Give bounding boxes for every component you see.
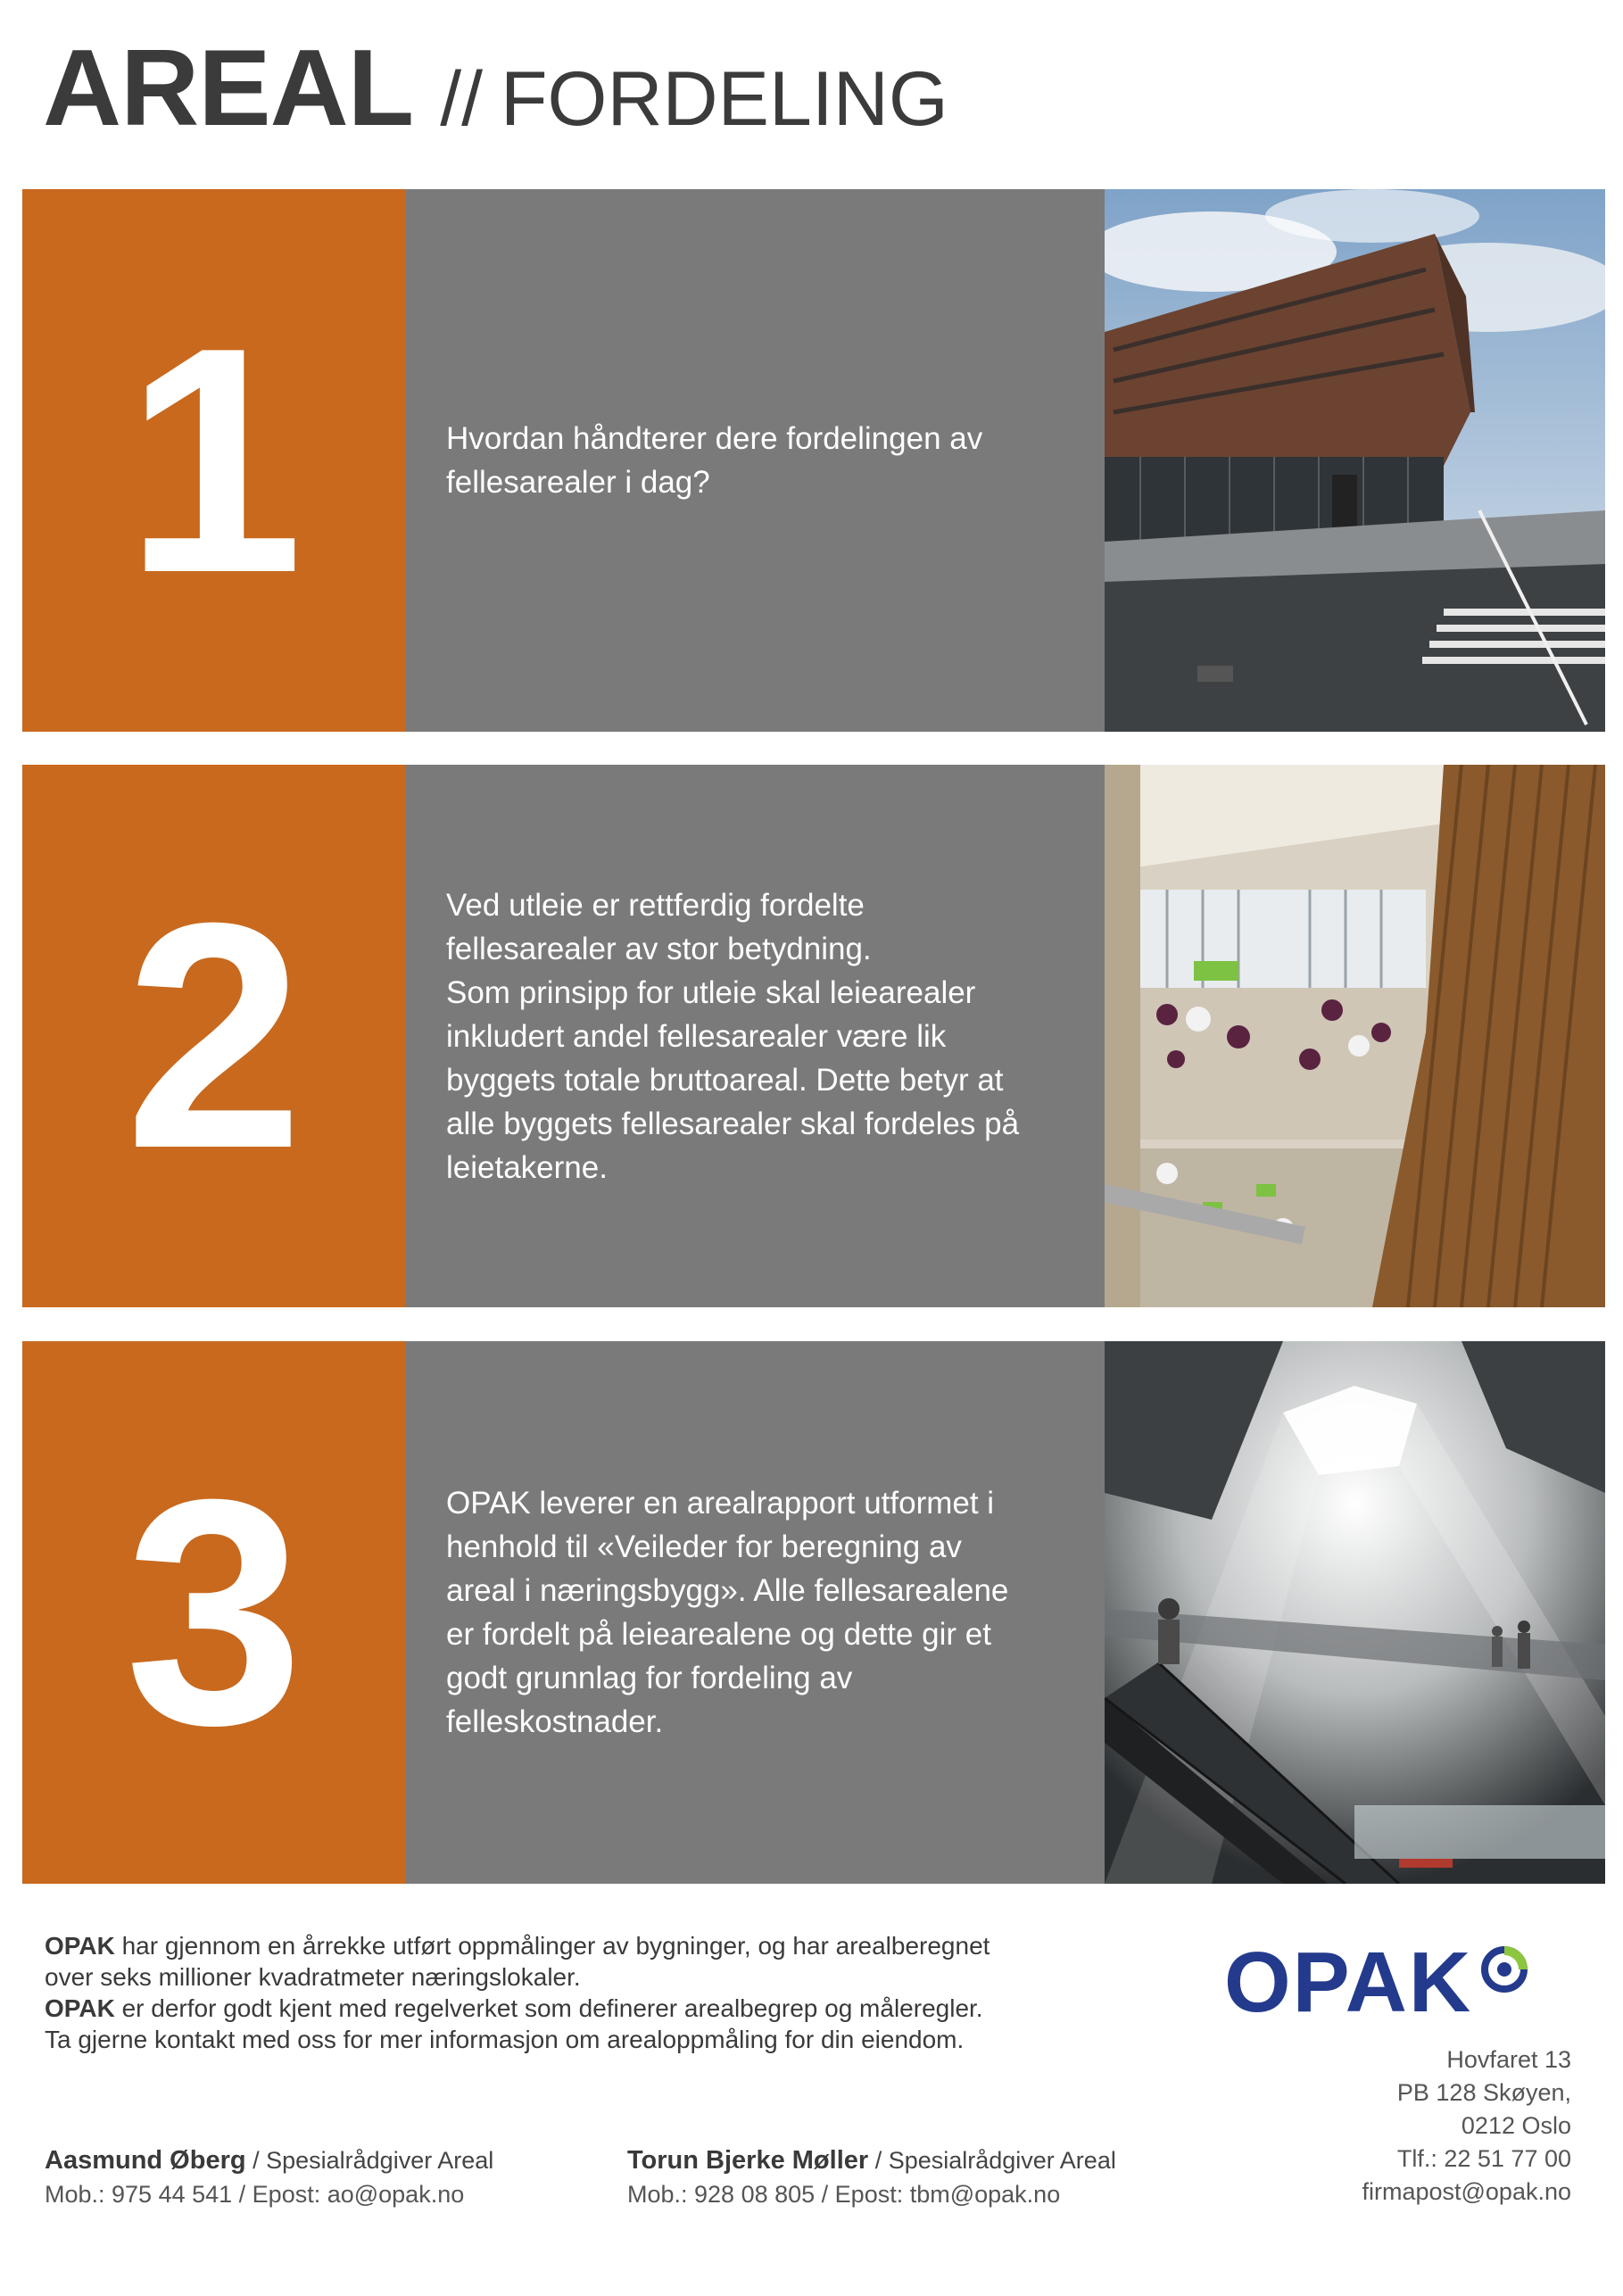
title-thin: FORDELING xyxy=(501,56,948,142)
step-text-panel xyxy=(406,189,1105,732)
footer-line-2: over seks millioner kvadratmeter næringslokaler. xyxy=(45,1963,581,1991)
contact-role: / Spesialrådgiver Areal xyxy=(245,2147,494,2174)
page-title xyxy=(43,25,948,150)
step-text-panel xyxy=(406,765,1105,1307)
escalator-atrium-photo xyxy=(1105,1341,1605,1884)
contact-name: Torun Bjerke Møller xyxy=(627,2146,869,2175)
opak-logo xyxy=(1224,1935,1599,2030)
contact-name: Aasmund Øberg xyxy=(45,2146,246,2175)
footer-line-3: er derfor godt kjent med regelverket som definerer arealbegrep og måleregler. xyxy=(114,1994,983,2022)
footer-description xyxy=(45,1930,1160,2055)
step-block-1 xyxy=(22,189,1605,732)
footer-line-4: Ta gjerne kontakt med oss for mer informasjon om arealoppmåling for din eiendom. xyxy=(45,2026,965,2053)
step-text-panel xyxy=(406,1341,1105,1884)
building-exterior-photo xyxy=(1105,189,1605,732)
step-number: 1 xyxy=(124,281,304,640)
title-separator: // xyxy=(440,56,484,142)
step-block-2 xyxy=(22,765,1605,1307)
contact-details[interactable]: Mob.: 928 08 805 / Epost: tbm@opak.no xyxy=(627,2181,1061,2208)
step-number-panel xyxy=(22,765,406,1307)
title-bold: AREAL xyxy=(43,27,414,148)
step-text: Hvordan håndterer dere fordelingen av fellesarealer i dag? xyxy=(446,421,983,500)
footer-brand: OPAK xyxy=(45,1994,115,2022)
address-po-box: PB 128 Skøyen, xyxy=(1396,2079,1571,2106)
contact-role: / Spesialrådgiver Areal xyxy=(868,2147,1116,2174)
step-text: Ved utleie er rettferdig fordelte fellesarealer av stor betydning. Som prinsipp for utleie skal leiearealer inkludert andel fellesarealer være lik byggets totale bruttoareal. Dette betyr at alle byggets fellesarealer skal fordeles på leietakerne. xyxy=(446,887,1020,1185)
atrium-interior-photo xyxy=(1105,765,1605,1307)
step-number: 3 xyxy=(124,1433,304,1792)
opak-circle-mark-icon xyxy=(1478,1943,1531,1996)
step-number: 2 xyxy=(124,857,304,1215)
step-text: OPAK leverer en arealrapport utformet i henhold til «Veileder for beregning av areal i næringsbygg». Alle fellesarealene er fordelt på leiearealene og dette gir et godt grunnlag for fordeling av felleskostnader. xyxy=(446,1486,1009,1739)
company-address xyxy=(1362,2043,1571,2209)
footer-brand: OPAK xyxy=(45,1932,115,1960)
contact-card xyxy=(45,2143,493,2211)
address-street: Hovfaret 13 xyxy=(1446,2046,1571,2073)
contact-details[interactable]: Mob.: 975 44 541 / Epost: ao@opak.no xyxy=(45,2181,465,2208)
footer-line-1: har gjennom en årrekke utført oppmålinger av bygninger, og har arealberegnet xyxy=(114,1932,990,1960)
address-phone: Tlf.: 22 51 77 00 xyxy=(1396,2145,1571,2172)
logo-wordmark: OPAK xyxy=(1224,1935,1473,2030)
step-number-panel xyxy=(22,1341,406,1884)
contact-card xyxy=(627,2143,1116,2211)
address-email[interactable]: firmapost@opak.no xyxy=(1362,2178,1571,2205)
address-postal: 0212 Oslo xyxy=(1461,2112,1571,2139)
step-number-panel xyxy=(22,189,406,732)
step-block-3 xyxy=(22,1341,1605,1884)
